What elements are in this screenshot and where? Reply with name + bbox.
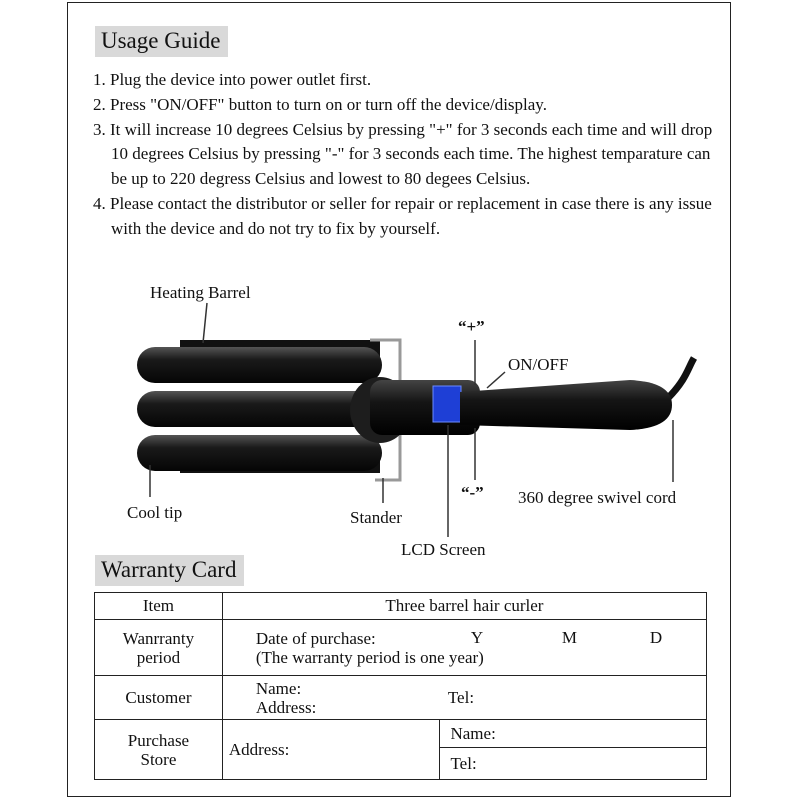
leader-heating-barrel xyxy=(203,303,207,343)
table-row xyxy=(95,676,707,720)
label-lcd-screen: LCD Screen xyxy=(401,540,486,559)
store-address-label: Address: xyxy=(228,739,290,759)
customer-name-label: Name: xyxy=(255,678,302,698)
warranty-period-label xyxy=(95,620,223,676)
usage-step: 4. Please contact the distributor or seller for repair or replacement in case there is any issue with the device and do not try to fix by yourself. xyxy=(93,193,712,238)
label-swivel-cord: 360 degree swivel cord xyxy=(518,488,677,507)
warranty-period-label-line: period xyxy=(136,647,181,667)
warranty-table xyxy=(94,592,707,780)
barrel xyxy=(137,391,382,427)
purchase-store-label-line: Store xyxy=(140,749,177,769)
label-cool-tip: Cool tip xyxy=(127,503,183,522)
table-row xyxy=(95,593,707,620)
label-on-off: ON/OFF xyxy=(508,355,569,374)
day-field: D xyxy=(649,628,663,647)
item-label: Item xyxy=(95,593,223,620)
usage-step: 3. It will increase 10 degrees Celsius by pressing "+" for 3 seconds each time and will drop 10 degrees Celsius by pressing "-" for 3 seconds each time. The highest temparature can be up to 220 degress Celsius and lowest to 80 degees Celsius. xyxy=(93,119,713,189)
handle xyxy=(460,380,672,430)
label-heating-barrel: Heating Barrel xyxy=(150,283,251,302)
store-name-cell[interactable] xyxy=(440,720,707,748)
customer-label: Customer xyxy=(95,676,223,720)
lcd-screen xyxy=(433,386,461,422)
store-tel-cell[interactable] xyxy=(440,748,707,780)
purchase-store-label-line: Purchase xyxy=(127,730,190,750)
customer-address-label: Address: xyxy=(255,697,317,717)
warranty-period-label-line: Wanrranty xyxy=(122,628,195,648)
usage-guide-title: Usage Guide xyxy=(95,26,228,57)
warranty-card-title: Warranty Card xyxy=(95,555,244,586)
label-minus: “-” xyxy=(461,483,484,502)
swivel-cord xyxy=(668,358,694,398)
barrel xyxy=(137,435,382,471)
date-of-purchase-cell[interactable] xyxy=(222,620,706,676)
usage-step: 1. Plug the device into power outlet first. xyxy=(93,70,372,89)
customer-info-cell[interactable] xyxy=(222,676,706,720)
customer-tel-label: Tel: xyxy=(447,688,475,707)
table-row xyxy=(95,620,707,676)
usage-step: 2. Press "ON/OFF" button to turn on or turn off the device/display. xyxy=(93,94,547,114)
label-plus: “+” xyxy=(458,317,485,336)
item-value: Three barrel hair curler xyxy=(222,593,706,620)
month-field: M xyxy=(561,628,577,647)
warranty-period-note: (The warranty period is one year) xyxy=(255,647,484,667)
table-row xyxy=(95,720,707,748)
barrel xyxy=(137,347,382,383)
leader-on-off xyxy=(487,372,505,388)
date-of-purchase-label: Date of purchase: xyxy=(255,628,376,648)
year-field: Y xyxy=(470,628,484,647)
label-stander: Stander xyxy=(350,508,402,527)
store-address-cell[interactable] xyxy=(222,720,440,780)
store-name-label: Name: xyxy=(450,723,496,743)
store-tel-label: Tel: xyxy=(450,753,477,773)
purchase-store-label xyxy=(95,720,223,780)
